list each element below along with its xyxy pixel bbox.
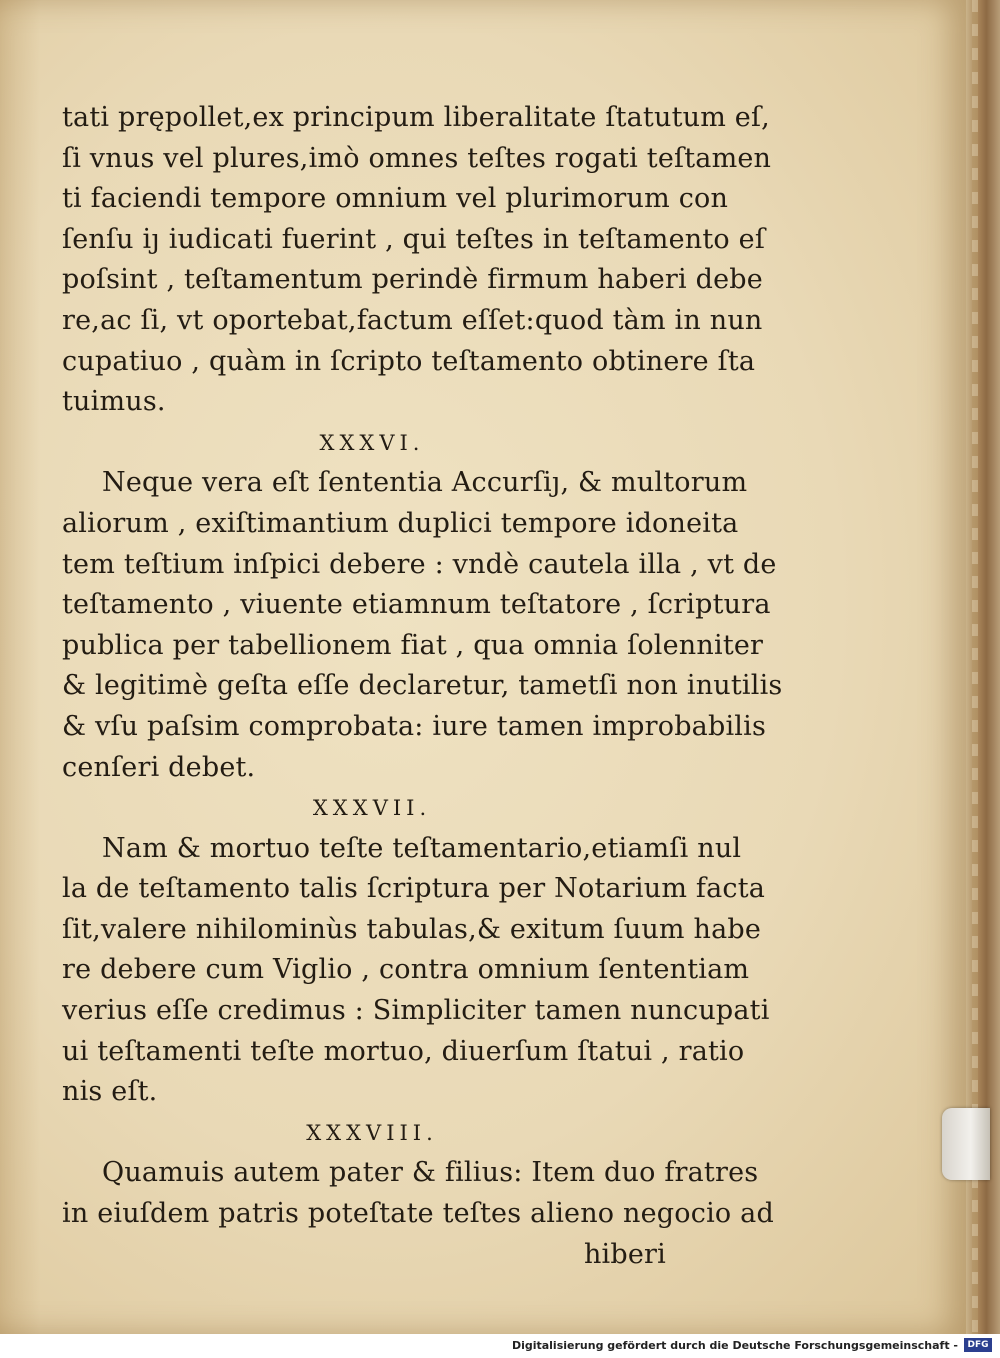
text-line: re debere cum Viglio , contra omnium ſententiam [62, 954, 750, 986]
catchword: hiberi [583, 1238, 666, 1270]
text-line: nis eſt. [62, 1076, 158, 1108]
text-line: aliorum , exiſtimantium duplici tempore idoneita [62, 507, 739, 539]
section-heading: XXXVI. [319, 430, 425, 455]
text-line: ui teſtamenti teſte mortuo, diuerſum ſtatui , ratio [62, 1035, 745, 1067]
footer-bar [0, 1334, 1000, 1358]
text-line: cupatiuo , quàm in ſcripto teſtamento obtinere ſta [62, 345, 756, 377]
text-line: Neque vera eſt ſententia Accurſiȷ, & multorum [102, 467, 748, 499]
text-line: in eiuſdem patris poteſtate teſtes alieno negocio ad [62, 1198, 774, 1230]
section-heading: XXXVII. [312, 796, 432, 821]
text-line: cenſeri debet. [62, 751, 256, 783]
text-line: tem teſtium inſpici debere : vndè cautela illa , vt de [62, 548, 777, 580]
text-line: la de teſtamento talis ſcriptura per Notarium facta [62, 873, 766, 905]
text-line: publica per tabellionem fiat , qua omnia ſolenniter [62, 629, 764, 661]
page-clip [942, 1108, 990, 1180]
text-line: ſit,valere nihilominùs tabulas,& exitum ſuum habe [62, 913, 762, 945]
text-line: re,ac ſi, vt oportebat,factum eſſet:quod tàm in nun [62, 304, 763, 336]
text-line: tuimus. [62, 386, 166, 418]
body-text [62, 98, 783, 1275]
text-line: & legitimè geſta eſſe declaretur, tametſi non inutilis [62, 670, 783, 702]
text-line: & vſu paſsim comprobata: iure tamen improbabilis [62, 710, 767, 742]
text-line: ſenſu iȷ iudicati fuerint , qui teſtes in teſtamento eſ [62, 223, 766, 255]
text-line: ſi vnus vel plures,imò omnes teſtes rogati teſtamen [62, 142, 772, 174]
text-line: ti faciendi tempore omnium vel plurimorum con [62, 183, 729, 215]
text-line: poſsint , teſtamentum perindè firmum haberi debe [62, 264, 763, 296]
section-heading: XXXVIII. [306, 1120, 438, 1145]
text-line: verius eſſe credimus : Simpliciter tamen nuncupati [62, 995, 770, 1027]
text-line: teſtamento , viuente etiamnum teſtatore , ſcriptura [62, 589, 771, 621]
text-line: Quamuis autem pater & filius: Item duo fratres [102, 1157, 759, 1189]
dfg-logo: DFG [964, 1338, 992, 1352]
text-line: Nam & mortuo teſte teſtamentario,etiamſi nul [102, 832, 742, 864]
funding-credit: Digitalisierung gefördert durch die Deutsche Forschungsgemeinschaft - [511, 1339, 958, 1352]
text-line: tati prępollet,ex principum liberalitate ſtatutum eſ, [62, 102, 770, 133]
